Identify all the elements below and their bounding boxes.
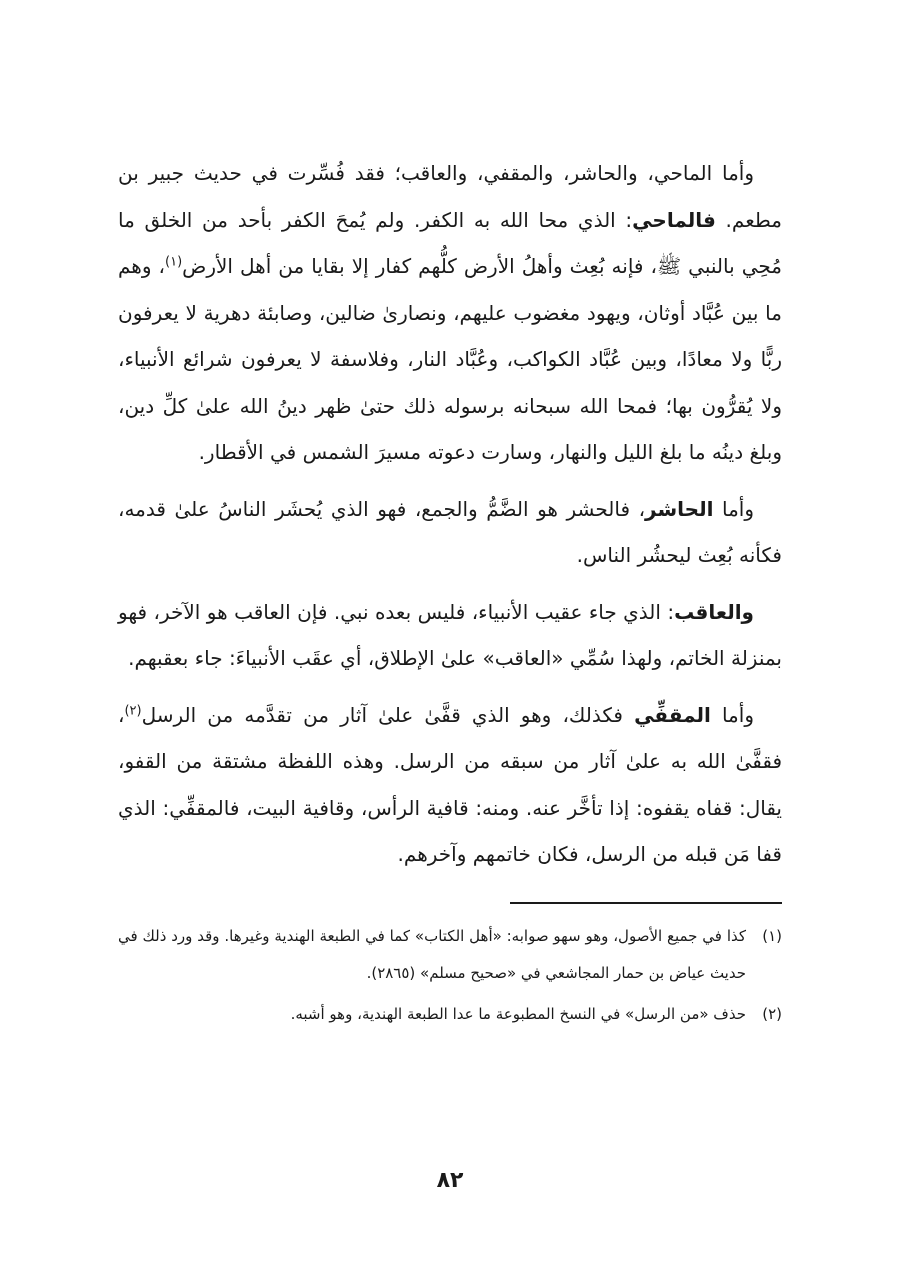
paragraph-al-mahi — [118, 150, 782, 476]
footnote-text: كذا في جميع الأصول، وهو سهو صوابه: «أهل الكتاب» كما في الطبعة الهندية وغيرها. وقد ورد ذلك في حديث عياض بن حمار المجاشعي في «صحيح مسلم» (٢٨٦٥). — [118, 926, 746, 982]
text-segment: ، فقفَّىٰ الله به علىٰ آثار من سبقه من الرسل. وهذه اللفظة مشتقة من القفو، يقال: قفاه يقفوه: إذا تأخَّر عنه. ومنه: قافية الرأس، وقافية البيت، فالمقفِّي: الذي قفا مَن قبله من الرسل، فكان خاتمهم وآخرهم. — [118, 702, 782, 866]
term-al-mahi: فالماحي — [632, 207, 716, 232]
footnote-2 — [118, 996, 782, 1033]
paragraph-al-muqaffi — [118, 692, 782, 878]
term-al-aqib: والعاقب — [674, 599, 754, 624]
term-al-muqaffi: المقفِّي — [634, 702, 711, 727]
footnote-ref-2[interactable]: (٢) — [124, 702, 142, 718]
text-segment: ، وهم ما بين عُبَّاد أوثان، ويهود مغضوب عليهم، ونصارىٰ ضالين، وصابئة دهرية لا يعرفون ربًّا ولا معادًا، وبين عُبَّاد الكواكب، وعُبَّاد النار، وفلاسفة لا يعرفون شرائع الأنبياء، ولا يُقرُّون بها؛ فمحا الله سبحانه برسوله ذلك حتىٰ ظهر دينُ الله علىٰ كلِّ دين، وبلغ دينُه ما بلغ الليل والنهار، وسارت دعوته مسيرَ الشمس في الأقطار. — [118, 254, 782, 464]
paragraph-al-hashir — [118, 486, 782, 579]
text-segment: : الذي جاء عقيب الأنبياء، فليس بعده نبي. فإن العاقب هو الآخر، فهو بمنزلة الخاتم، ولهذا سُمِّي «العاقب» علىٰ الإطلاق، أي عقَب الأنبياءَ: جاء بعقبهم. — [118, 599, 782, 670]
text-segment: : الذي محا الله به الكفر. ولم يُمحَ الكفر بأحد من الخلق ما مُحِي بالنبي ﷺ، فإنه بُعِث وأهلُ الأرض كلُّهم كفار إلا بقايا من أهل الأرض — [118, 207, 782, 278]
footnote-number: (٢) — [762, 1004, 782, 1023]
footnote-1 — [118, 918, 782, 992]
footnote-ref-1[interactable]: (١) — [165, 254, 183, 270]
main-text — [118, 150, 782, 878]
paragraph-al-aqib — [118, 589, 782, 682]
footnote-divider — [510, 902, 782, 904]
footnotes — [118, 918, 782, 1033]
text-segment: فكذلك، وهو الذي قفَّىٰ علىٰ آثار من تقدَّمه من الرسل — [141, 702, 635, 727]
page-number: ٨٢ — [436, 1168, 464, 1193]
term-al-hashir: الحاشر — [645, 496, 714, 521]
text-segment: ، فالحشر هو الضَّمُّ والجمع، فهو الذي يُحشَر الناسُ علىٰ قدمه، فكأنه بُعِث ليحشُر الناس. — [118, 496, 782, 567]
text-segment: وأما الماحي، والحاشر، والمقفي، والعاقب؛ فقد فُسِّرت في حديث جبير بن مطعم. — [118, 161, 782, 232]
footnote-number: (١) — [762, 926, 782, 945]
text-segment: وأما — [710, 702, 754, 727]
footnote-text: حذف «من الرسل» في النسخ المطبوعة ما عدا الطبعة الهندية، وهو أشبه. — [290, 1004, 746, 1023]
text-segment: وأما — [713, 496, 754, 521]
